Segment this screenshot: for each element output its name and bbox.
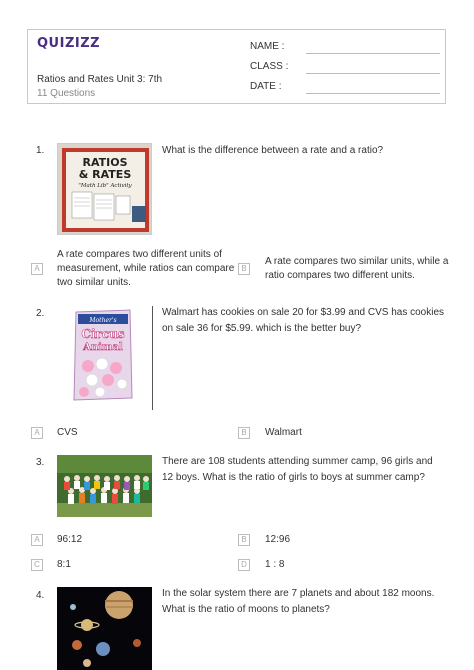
- ratios-rates-cover-illustration: [58, 144, 152, 235]
- date-line: [306, 93, 440, 94]
- question-3-number: 3.: [36, 457, 45, 468]
- question-4-image: [57, 587, 152, 670]
- question-3-image: [57, 455, 152, 517]
- bag-title-2: Animal: [83, 342, 123, 353]
- q1-option-a-text[interactable]: A rate compares two different units of measurement, while ratios can compare two similar units.: [57, 249, 235, 288]
- worksheet-header: [27, 29, 446, 104]
- q2-option-a-box[interactable]: A: [31, 427, 43, 439]
- q3-option-b-text[interactable]: 12:96: [265, 534, 291, 545]
- q2-option-b-text[interactable]: Walmart: [265, 427, 302, 438]
- name-field[interactable]: [250, 41, 440, 52]
- question-1-image: [57, 143, 152, 235]
- date-label: DATE :: [250, 81, 282, 92]
- question-2-text: Walmart has cookies on sale 20 for $3.99 and CVS has cookies on sale 36 for $5.99. which is the better buy?: [162, 307, 445, 334]
- name-label: NAME :: [250, 41, 285, 52]
- class-line: [306, 73, 440, 74]
- q1-option-a-box[interactable]: A: [31, 263, 43, 275]
- q2-option-b-box[interactable]: B: [238, 427, 250, 439]
- class-field[interactable]: [250, 61, 440, 72]
- q3-option-a-text[interactable]: 96:12: [57, 534, 83, 545]
- q1-option-b-text[interactable]: A rate compares two similar units, while a ratio compares two different units.: [265, 256, 449, 281]
- q3-option-d-box[interactable]: D: [238, 559, 250, 571]
- question-2-divider: [152, 306, 153, 410]
- question-2-image: [70, 306, 136, 404]
- question-4-number: 4.: [36, 590, 45, 601]
- q3-option-b-box[interactable]: B: [238, 534, 250, 546]
- circus-animal-cookies-bag: [70, 306, 136, 404]
- question-3-text: There are 108 students attending summer camp, 96 girls and 12 boys. What is the ratio of girls to boys at summer camp?: [162, 456, 433, 483]
- q3-option-d-text[interactable]: 1 : 8: [265, 559, 285, 570]
- summer-camp-group-photo: [57, 455, 152, 517]
- solar-system-planets-image: [57, 587, 152, 670]
- bag-brand: Mother's: [89, 317, 117, 324]
- name-line: [306, 53, 440, 54]
- date-field[interactable]: [250, 81, 440, 92]
- q3-option-c-text[interactable]: 8:1: [57, 559, 71, 570]
- quizizz-logo: QUIZIZZ: [37, 36, 101, 51]
- q3-option-c-box[interactable]: C: [31, 559, 43, 571]
- question-4-text: In the solar system there are 7 planets and about 182 moons. What is the ratio of moons to planets?: [162, 588, 435, 615]
- class-label: CLASS :: [250, 61, 289, 72]
- q1-option-b-box[interactable]: B: [238, 263, 250, 275]
- cover-title-2: & RATES: [78, 168, 132, 181]
- question-1-text: What is the difference between a rate and a ratio?: [162, 145, 384, 156]
- bag-title-1: Circus: [81, 327, 125, 341]
- question-2-number: 2.: [36, 308, 45, 319]
- question-count: 11 Questions: [37, 88, 96, 99]
- cover-title-1: RATIOS: [82, 156, 128, 169]
- worksheet-title: Ratios and Rates Unit 3: 7th: [37, 74, 163, 85]
- q3-option-a-box[interactable]: A: [31, 534, 43, 546]
- cover-title-3: "Math Lib" Activity: [78, 183, 132, 189]
- q2-option-a-text[interactable]: CVS: [57, 427, 78, 438]
- question-1-number: 1.: [36, 145, 45, 156]
